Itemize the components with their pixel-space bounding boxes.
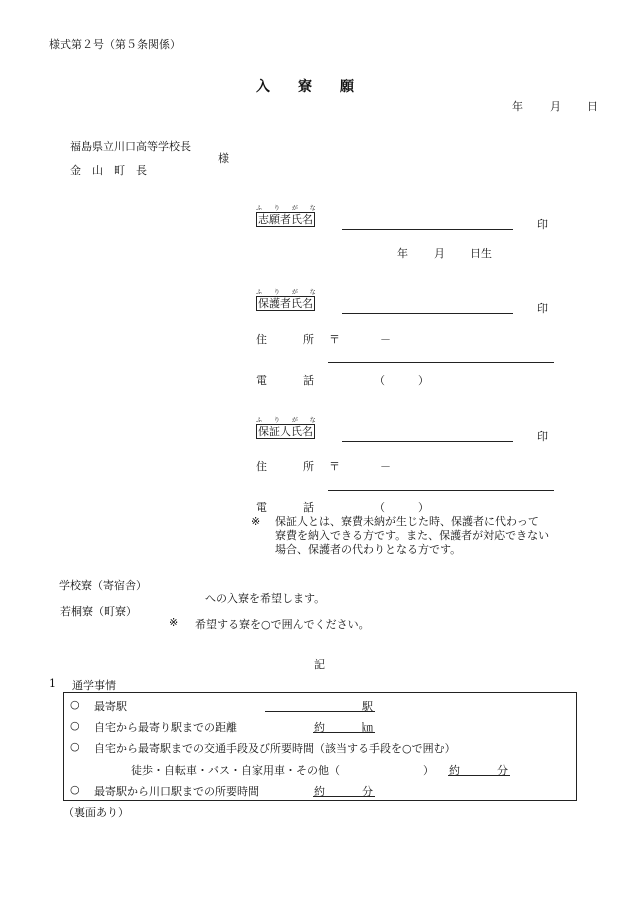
guardian-postal-mark: 〒 (329, 333, 340, 346)
dorm-instruction: 希望する寮を○で囲んでください。 (195, 618, 370, 631)
kawaguchi-time-line[interactable] (313, 796, 375, 797)
transport-close-paren: ） (423, 764, 434, 777)
back-note: （裏面あり） (63, 806, 129, 819)
nearest-station-line[interactable] (265, 711, 375, 712)
guarantor-postal-mark: 〒 (329, 460, 340, 473)
section-1-number: 1 (49, 677, 56, 690)
kawaguchi-time-prefix: 約 (314, 785, 325, 798)
guarantor-address-line[interactable] (328, 490, 554, 491)
dorm-instruction-mark: ※ (169, 616, 179, 629)
dorm-request-text: への入寮を希望します。 (205, 592, 326, 605)
guardian-phone-label-2: 話 (303, 374, 314, 387)
applicant-name-label (256, 205, 321, 226)
kawaguchi-time-unit: 分 (362, 785, 373, 798)
applicant-furigana: ふ り が な (256, 205, 321, 212)
transport-time-unit: 分 (497, 764, 508, 777)
applicant-label-box: 志願者氏名 (258, 213, 313, 226)
guarantor-label-box: 保証人氏名 (258, 425, 313, 438)
dorm-option-school[interactable]: 学校寮（寄宿舎） (59, 579, 147, 592)
guarantor-name-line[interactable] (342, 441, 513, 442)
guardian-phone-parens[interactable]: （ ） (374, 374, 429, 387)
addressee-honorific: 様 (218, 152, 229, 165)
guardian-name-line[interactable] (342, 313, 513, 314)
guarantor-note-mark: ※ (251, 515, 261, 528)
section-1-title: 通学事情 (72, 679, 116, 692)
commute-bullet-2: ○ (70, 719, 80, 732)
transport-time-line[interactable] (448, 775, 510, 776)
birth-month-label: 月 (434, 247, 445, 260)
nearest-station-suffix: 駅 (362, 700, 373, 713)
birth-year-label: 年 (397, 247, 408, 260)
guardian-address-label-1: 住 (256, 333, 267, 346)
addressee-school: 福島県立川口高等学校長 (70, 140, 191, 153)
guarantor-postal-dash: － (380, 460, 391, 473)
guarantor-phone-label-1: 電 (256, 501, 267, 514)
transport-options[interactable]: 徒歩・自転車・バス・自家用車・その他（ (131, 764, 340, 777)
applicant-name-line[interactable] (342, 229, 513, 230)
guardian-seal: 印 (537, 302, 548, 315)
guardian-label-box: 保護者氏名 (258, 297, 313, 310)
date-year-label: 年 (512, 100, 523, 113)
commute-bullet-3: ○ (70, 740, 80, 753)
guarantor-phone-label-2: 話 (303, 501, 314, 514)
dorm-option-town[interactable]: 若桐寮（町寮） (60, 605, 137, 618)
guarantor-note-line-2: 寮費を納入できる方です。また、保護者が対応できない (275, 529, 550, 542)
guarantor-address-label-2: 所 (303, 460, 314, 473)
guarantor-furigana: ふ り が な (256, 417, 321, 424)
distance-unit: ㎞ (362, 721, 373, 734)
applicant-seal: 印 (537, 218, 548, 231)
guardian-furigana: ふ り が な (256, 289, 321, 296)
ki-heading: 記 (314, 658, 325, 671)
transport-time-prefix: 約 (449, 764, 460, 777)
distance-line[interactable] (313, 732, 375, 733)
guarantor-address-label-1: 住 (256, 460, 267, 473)
guarantor-phone-parens[interactable]: （ ） (374, 501, 429, 514)
guarantor-name-label (256, 417, 321, 438)
date-day-label: 日 (587, 100, 598, 113)
guardian-address-label-2: 所 (303, 333, 314, 346)
guardian-address-line[interactable] (328, 362, 554, 363)
date-month-label: 月 (550, 100, 561, 113)
distance-prefix: 約 (314, 721, 325, 734)
commute-bullet-5: ○ (70, 783, 80, 796)
transport-heading: 自宅から最寄駅までの交通手段及び所要時間（該当する手段を○で囲む） (94, 742, 456, 755)
distance-label: 自宅から最寄り駅までの距離 (94, 721, 237, 734)
guarantor-note-line-1: 保証人とは、寮費未納が生じた時、保護者に代わって (275, 515, 539, 528)
commute-bullet-1: ○ (70, 698, 80, 711)
form-number: 様式第２号（第５条関係） (49, 38, 181, 51)
nearest-station-label: 最寄駅 (94, 700, 127, 713)
guardian-phone-label-1: 電 (256, 374, 267, 387)
kawaguchi-time-label: 最寄駅から川口駅までの所要時間 (94, 785, 259, 798)
addressee-mayor: 金 山 町 長 (70, 164, 147, 177)
guarantor-seal: 印 (537, 430, 548, 443)
guardian-name-label (256, 289, 321, 310)
page-title: 入 寮 願 (256, 79, 354, 95)
birth-day-label: 日生 (470, 247, 492, 260)
guardian-postal-dash: － (380, 333, 391, 346)
guarantor-note-line-3: 場合、保護者の代わりとなる方です。 (275, 543, 462, 556)
